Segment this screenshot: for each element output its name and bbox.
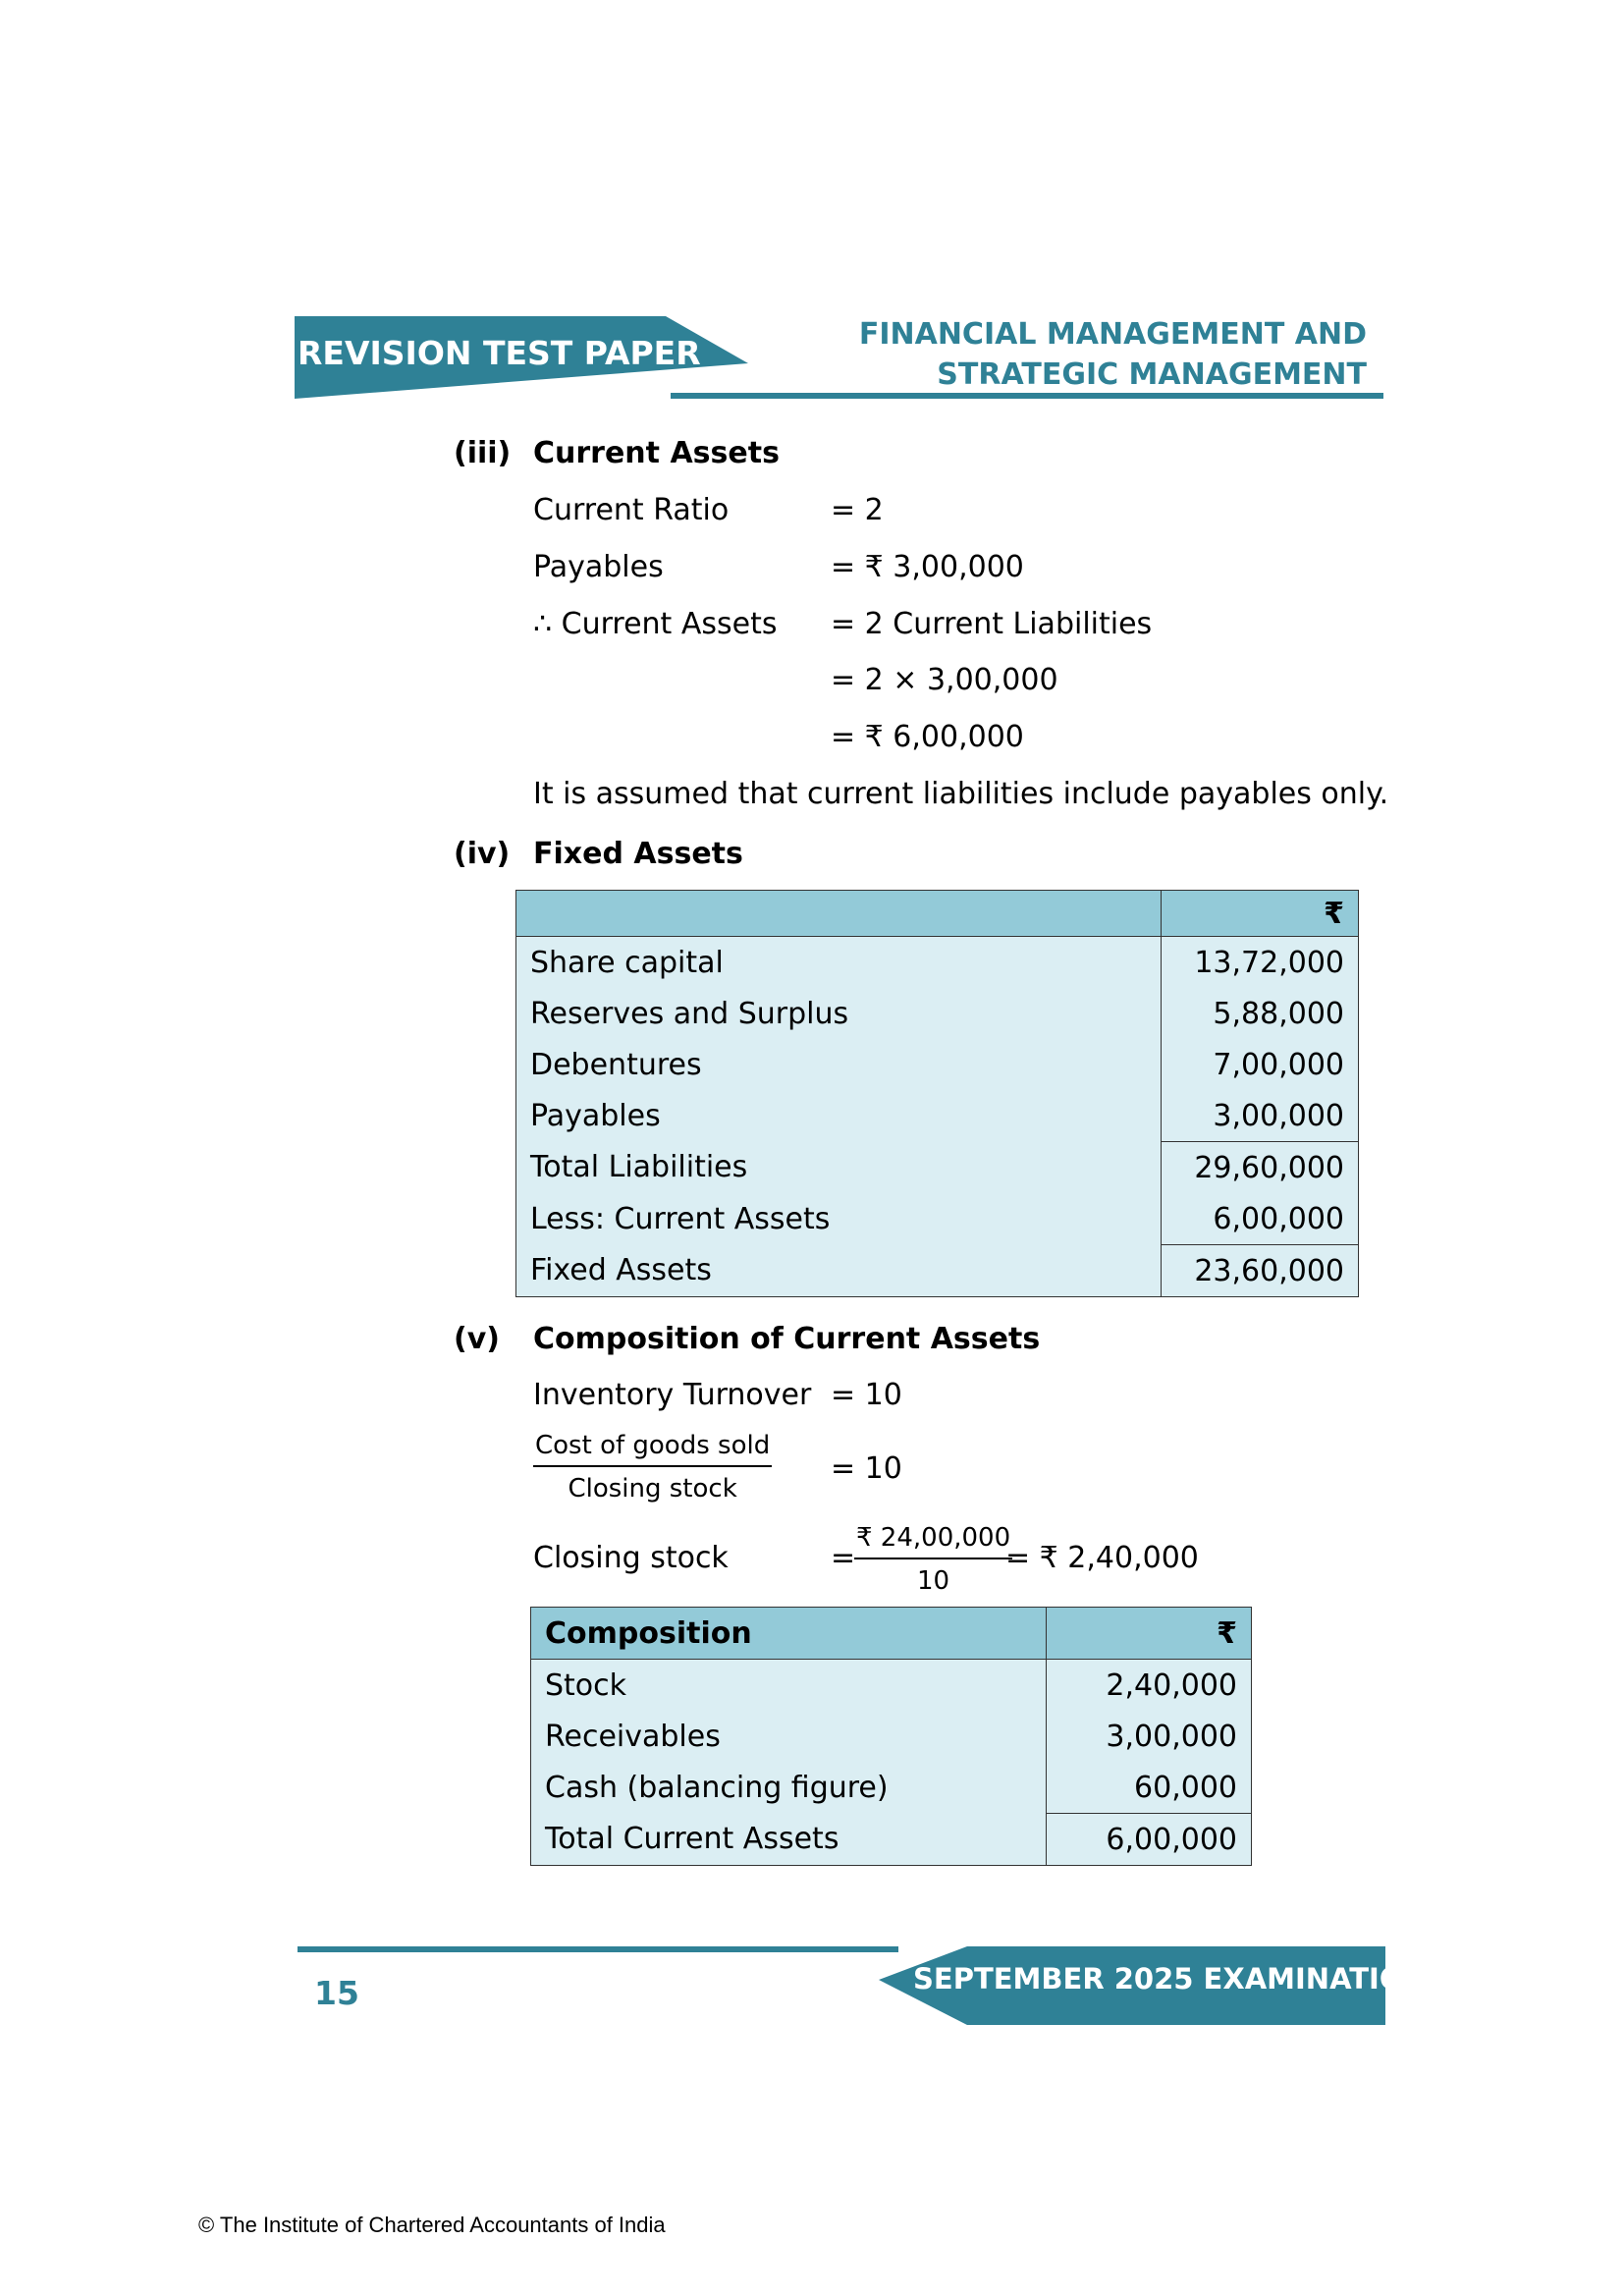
row-amount: 3,00,000 bbox=[1047, 1711, 1252, 1762]
table-row bbox=[516, 988, 1359, 1039]
row-label: Total Liabilities bbox=[516, 1142, 1162, 1194]
row-amount: 23,60,000 bbox=[1162, 1245, 1359, 1297]
closing-stock-result: = ₹ 2,40,000 bbox=[1005, 1541, 1199, 1575]
current-assets-result: = ₹ 6,00,000 bbox=[831, 720, 1024, 754]
table-row bbox=[516, 1039, 1359, 1090]
table-row bbox=[531, 1711, 1252, 1762]
table-row bbox=[516, 937, 1359, 989]
header-rule bbox=[671, 393, 1383, 399]
row-amount: 3,00,000 bbox=[1162, 1090, 1359, 1142]
current-assets-calc: = 2 × 3,00,000 bbox=[831, 663, 1058, 697]
row-label: Total Current Assets bbox=[531, 1814, 1047, 1866]
row-amount: 5,88,000 bbox=[1162, 988, 1359, 1039]
row-label: Receivables bbox=[531, 1711, 1047, 1762]
table-row bbox=[531, 1814, 1252, 1866]
row-label: Less: Current Assets bbox=[516, 1193, 1162, 1245]
row-amount: 7,00,000 bbox=[1162, 1039, 1359, 1090]
table-row bbox=[516, 1245, 1359, 1297]
rupee-header-cell: ₹ bbox=[1162, 891, 1359, 937]
footer-banner-label: SEPTEMBER 2025 EXAMINATION bbox=[913, 1962, 1428, 1995]
fraction-numerator: Cost of goods sold bbox=[533, 1430, 772, 1467]
document-title-line2: STRATEGIC MANAGEMENT bbox=[937, 357, 1367, 392]
row-amount: 6,00,000 bbox=[1162, 1193, 1359, 1245]
copyright-notice: © The Institute of Chartered Accountants of India bbox=[198, 2213, 666, 2237]
closing-stock-numerator: ₹ 24,00,000 bbox=[854, 1522, 1012, 1559]
fraction-value: = 10 bbox=[831, 1451, 902, 1486]
row-amount: 60,000 bbox=[1047, 1762, 1252, 1814]
table-row bbox=[516, 1142, 1359, 1194]
composition-header-cell: Composition bbox=[531, 1608, 1047, 1660]
table-row bbox=[531, 1762, 1252, 1814]
header-banner-label: REVISION TEST PAPER bbox=[298, 334, 701, 372]
table-header-row bbox=[516, 891, 1359, 937]
inventory-turnover-label: Inventory Turnover bbox=[533, 1378, 812, 1412]
closing-stock-label: Closing stock bbox=[533, 1541, 729, 1575]
inventory-turnover-value: = 10 bbox=[831, 1378, 902, 1412]
row-amount: 2,40,000 bbox=[1047, 1660, 1252, 1712]
row-label: Reserves and Surplus bbox=[516, 988, 1162, 1039]
composition-table bbox=[530, 1607, 1252, 1866]
section-v-number: (v) bbox=[454, 1322, 500, 1356]
table-row bbox=[516, 1193, 1359, 1245]
row-label: Fixed Assets bbox=[516, 1245, 1162, 1297]
row-label: Share capital bbox=[516, 937, 1162, 989]
current-assets-label: ∴ Current Assets bbox=[533, 607, 778, 641]
payables-label: Payables bbox=[533, 550, 664, 584]
row-label: Payables bbox=[516, 1090, 1162, 1142]
row-amount: 29,60,000 bbox=[1162, 1142, 1359, 1194]
current-assets-value: = 2 Current Liabilities bbox=[831, 607, 1153, 641]
closing-stock-fraction bbox=[854, 1522, 1012, 1597]
row-label: Cash (balancing figure) bbox=[531, 1762, 1047, 1814]
section-iv-number: (iv) bbox=[454, 837, 511, 871]
current-ratio-label: Current Ratio bbox=[533, 493, 730, 527]
table-row bbox=[531, 1660, 1252, 1712]
section-iii-number: (iii) bbox=[454, 436, 512, 470]
footer-rule bbox=[298, 1946, 898, 1952]
table-header-row bbox=[531, 1608, 1252, 1660]
fixed-assets-table bbox=[515, 890, 1359, 1297]
table-row bbox=[516, 1090, 1359, 1142]
row-amount: 6,00,000 bbox=[1047, 1814, 1252, 1866]
payables-value: = ₹ 3,00,000 bbox=[831, 550, 1024, 584]
row-label: Stock bbox=[531, 1660, 1047, 1712]
rupee-header-cell: ₹ bbox=[1047, 1608, 1252, 1660]
section-v-title: Composition of Current Assets bbox=[533, 1322, 1041, 1356]
row-label: Debentures bbox=[516, 1039, 1162, 1090]
assumption-note: It is assumed that current liabilities include payables only. bbox=[533, 777, 1389, 811]
page-number: 15 bbox=[314, 1974, 359, 2012]
document-title bbox=[859, 314, 1367, 395]
row-amount: 13,72,000 bbox=[1162, 937, 1359, 989]
table-header-cell bbox=[516, 891, 1162, 937]
cogs-fraction bbox=[533, 1430, 772, 1504]
closing-stock-denominator: 10 bbox=[917, 1566, 950, 1596]
document-title-line1: FINANCIAL MANAGEMENT AND bbox=[858, 317, 1367, 352]
section-iv-title: Fixed Assets bbox=[533, 837, 743, 871]
closing-stock-equals: = bbox=[831, 1541, 856, 1575]
section-iii-title: Current Assets bbox=[533, 436, 780, 470]
current-ratio-value: = 2 bbox=[831, 493, 884, 527]
fraction-denominator: Closing stock bbox=[568, 1474, 737, 1503]
